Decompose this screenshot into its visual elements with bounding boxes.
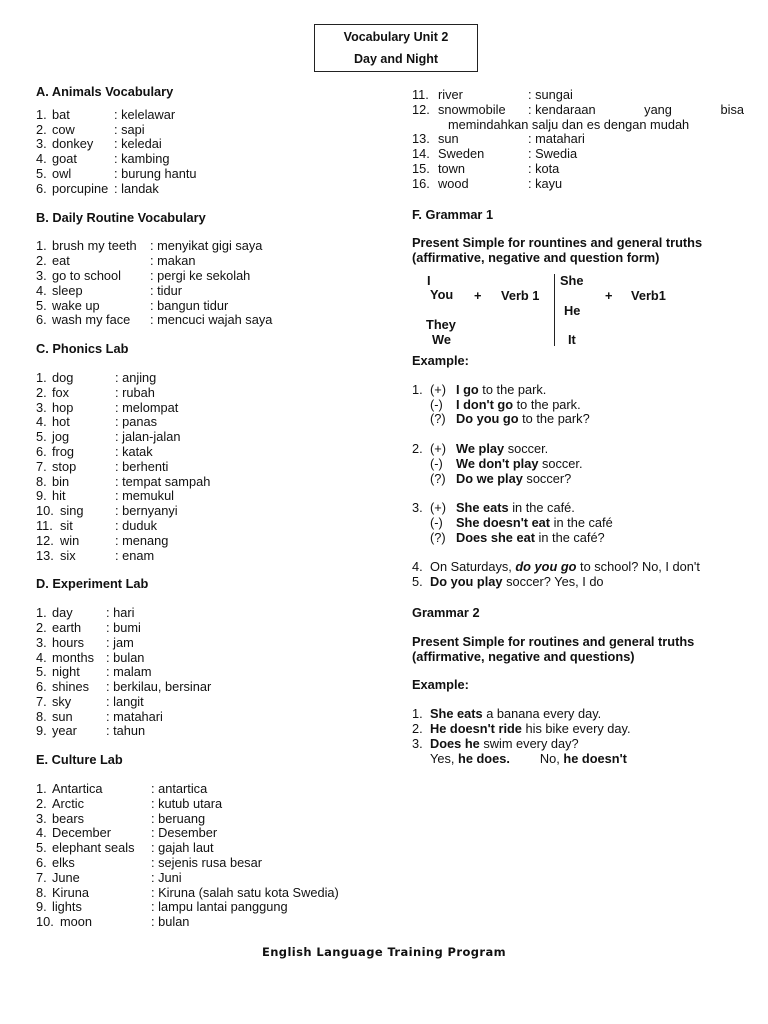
list-item: 2. Arctic : kutub utara [36,795,223,811]
pronoun-we: We [432,331,451,347]
section-a-title: A. Animals Vocabulary [36,84,174,99]
list-item: 8. Kiruna : Kiruna (salah satu kota Swedia) [36,884,339,900]
list-item: 6. frog : katak [36,443,153,459]
list-item: 2. cow : sapi [36,121,145,137]
grammar2-example-label: Example: [412,677,469,693]
pronoun-it: It [568,331,576,347]
grammar1-line-5: 5. Do you play soccer? Yes, I do [412,574,604,590]
list-item: 13. six : enam [36,547,155,563]
list-item: 3. bears : beruang [36,810,206,826]
list-item: 1. brush my teeth : menyikat gigi saya [36,238,263,254]
list-item: 14. Sweden : Swedia [412,146,578,162]
page-subtitle: Day and Night [353,52,439,66]
title-box [314,24,478,72]
list-item: 7. stop : berhenti [36,458,169,474]
grammar1-example-label: Example: [412,352,469,368]
grammar2-answer: Yes, he does. No, he doesn't [430,750,627,766]
list-item: 5. night : malam [36,664,152,680]
grammar2-line-2: 2. He doesn't ride his bike every day. [412,720,631,736]
list-item: 7. sky : langit [36,693,144,709]
list-item: 1. bat : kelelawar [36,106,176,122]
list-item: 2. earth : bumi [36,619,141,635]
footer-program-name: English Language Training Program [261,945,507,959]
grammar1-line-4: 4. On Saturdays, do you go to school? No, I don't [412,559,700,575]
grammar1-example-2: 2. (+) We play soccer. (-) We don't play soccer. (?) Do we play soccer? [412,440,583,486]
grammar2-desc-line1: Present Simple for routines and general truths [412,633,695,649]
list-a [36,108,386,197]
list-item: 4. months : bulan [36,649,145,665]
list-item: 4. goat : kambing [36,151,170,167]
list-item: 6. shines : berkilau, bersinar [36,679,212,695]
list-item: 3. hours : jam [36,634,134,650]
grammar1-example-1: 1. (+) I go to the park. (-) I don't go to the park. (?) Do you go to the park? [412,381,590,427]
list-item: 1. day : hari [36,605,135,621]
list-item: 11. river : sungai [412,87,573,102]
list-item: 15. town : kota [412,160,560,176]
table-divider [554,274,555,346]
list-item: 7. June : Juni [36,869,182,885]
pronoun-verb-table [412,274,744,348]
list-e [36,782,386,930]
list-item: 16. wood : kayu [412,175,563,191]
page-title: Vocabulary Unit 2 [343,30,449,44]
list-item: 9. lights : lampu lantai panggung [36,899,288,915]
grammar1-example-3: 3. (+) She eats in the café. (-) She doesn't eat in the café (?) Does she eat in the café? [412,500,613,545]
list-item-continuation: memindahkan salju dan es dengan mudah [448,116,690,132]
list-item: 4. December : Desember [36,825,218,841]
right-column [412,88,744,766]
section-e-title: E. Culture Lab [36,752,123,768]
list-item: 6. elks : sejenis rusa besar [36,855,262,871]
list-item: 3. go to school : pergi ke sekolah [36,267,251,283]
list-item: 11. sit : duduk [36,517,157,533]
list-item: 10. sing : bernyanyi [36,503,178,519]
list-d [36,606,386,739]
plus-sign-1: + [474,287,482,303]
section-c-title: C. Phonics Lab [36,341,129,357]
pronoun-you: You [430,286,454,302]
list-item: 9. year : tahun [36,723,146,739]
list-item: 12. win : menang [36,532,169,548]
list-item: 13. sun : matahari [412,131,585,147]
list-item: 3. donkey : keledai [36,136,162,152]
verb1-label-2: Verb1 [631,287,666,303]
verb1-label-1: Verb 1 [501,287,540,303]
grammar2-line-3: 3. Does he swim every day? [412,735,579,751]
list-item: 4. sleep : tidur [36,282,183,298]
list-item: 3. hop : melompat [36,399,179,415]
list-e-continued [412,88,744,192]
list-item: 1. dog : anjing [36,369,157,385]
list-item: 2. eat : makan [36,253,196,269]
section-b-title: B. Daily Routine Vocabulary [36,209,206,225]
list-item: 1. Antartica : antartica [36,781,208,797]
list-item: 4. hot : panas [36,414,157,430]
pronoun-he: He [564,302,581,318]
list-item: 2. fox : rubah [36,384,155,400]
grammar2-line-1: 1. She eats a banana every day. [412,706,602,722]
pronoun-she: She [560,272,584,288]
list-item: 5. jog : jalan-jalan [36,429,181,445]
list-item: 12. snowmobile : kendaraan yang bisa [412,101,744,117]
list-c [36,371,386,563]
list-item: 8. sun : matahari [36,708,163,724]
list-item: 5. wake up : bangun tidur [36,297,229,313]
list-item: 9. hit : memukul [36,488,175,504]
list-item: 10. moon : bulan [36,914,190,930]
list-item: 8. bin : tempat sampah [36,473,211,489]
plus-sign-2: + [605,287,613,303]
pronoun-they: They [426,316,456,332]
grammar1-desc-line2: (affirmative, negative and question form) [412,250,660,266]
grammar2-title: Grammar 2 [412,604,480,620]
left-column [36,85,386,930]
list-b [36,239,386,328]
list-item: 6. porcupine : landak [36,180,159,196]
section-d-title: D. Experiment Lab [36,576,149,592]
grammar1-title: F. Grammar 1 [412,206,494,222]
grammar1-desc-line1: Present Simple for rountines and general truths [412,235,703,251]
list-item: 6. wash my face : mencuci wajah saya [36,312,273,328]
list-item: 5. owl : burung hantu [36,165,197,181]
pronoun-i: I [427,272,431,288]
grammar2-desc-line2: (affirmative, negative and questions) [412,648,635,664]
list-item: 5. elephant seals : gajah laut [36,840,214,856]
